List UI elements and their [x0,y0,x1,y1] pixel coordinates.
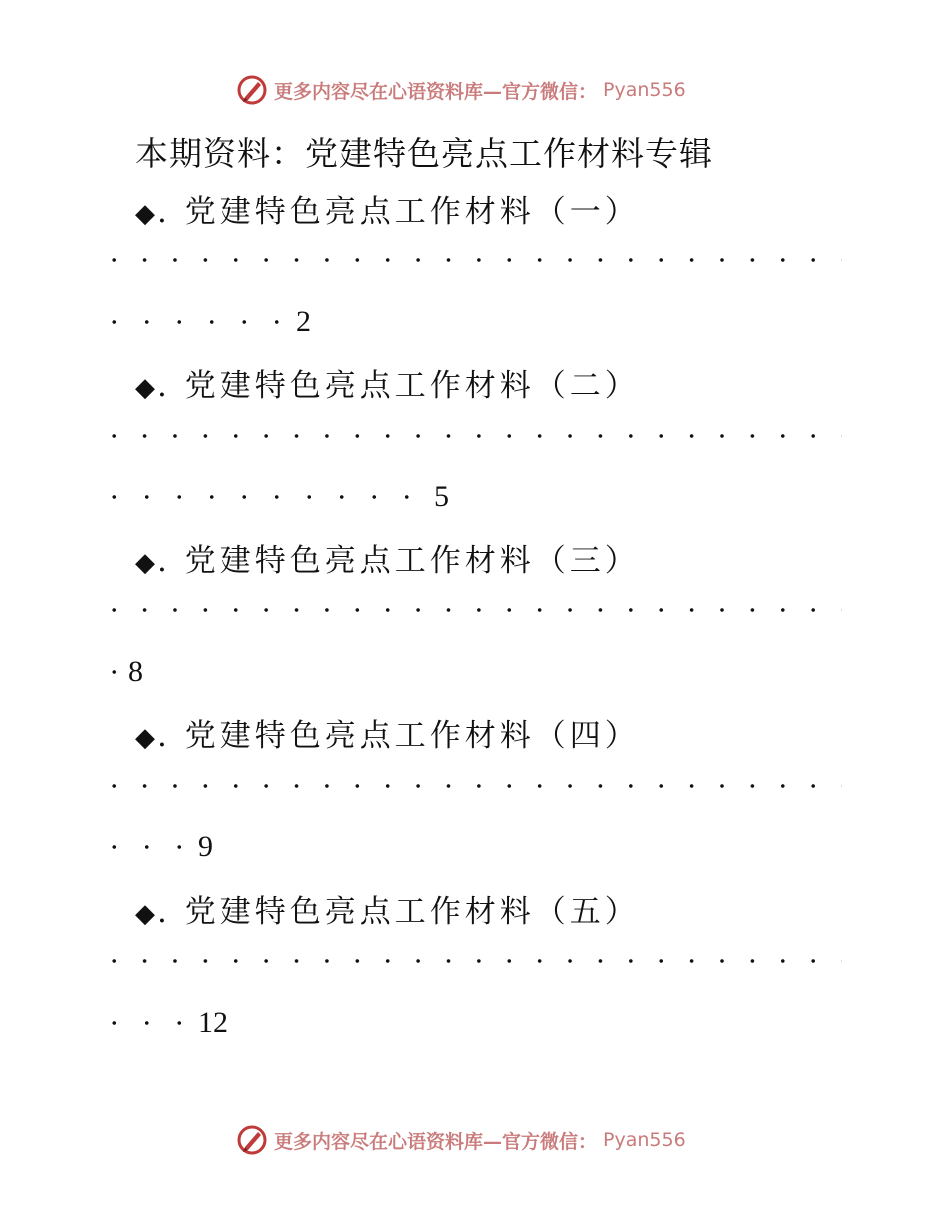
toc-leader-dots [112,959,842,963]
toc-leader-dots [112,670,124,674]
toc-page-number: 8 [128,655,143,688]
toc-entry-title[interactable] [135,186,640,231]
diamond-bullet-icon: ◆ [135,723,155,753]
toc-leader-tail [112,302,311,342]
toc-leader-dots [112,608,842,612]
diamond-bullet-icon: ◆ [135,899,155,929]
toc-leader-dots [112,495,430,499]
toc-page-number: 12 [198,1006,228,1039]
toc-leader-tail [112,477,449,517]
toc-entry-title[interactable] [135,710,640,755]
toc-leader-dots [112,1021,194,1025]
watermark-text: 更多内容尽在心语资料库—官方微信： [274,80,598,103]
toc-entry-title[interactable] [135,535,640,580]
watermark-wechat-id: Pyan556 [603,1129,686,1151]
page-title: 本期资料：党建特色亮点工作材料专辑 [135,134,713,173]
diamond-bullet-icon: ◆ [135,373,155,403]
toc-leader-tail [112,827,213,867]
watermark-wechat-id: Pyan556 [603,79,686,101]
watermark-text: 更多内容尽在心语资料库—官方微信： [274,1130,598,1153]
toc-page-number: 5 [434,480,449,513]
toc-page-number: 2 [296,305,311,338]
toc-leader-dots [112,258,842,262]
toc-page-number: 9 [198,830,213,863]
toc-leader-dots [112,784,842,788]
toc-leader-tail [112,1003,228,1043]
diamond-bullet-icon: ◆ [135,548,155,578]
watermark-banner-top [236,72,686,108]
toc-entry-title[interactable] [135,360,640,405]
pen-logo-icon [236,74,268,106]
toc-leader-dots [112,434,842,438]
toc-leader-dots [112,845,194,849]
pen-logo-icon [236,1124,268,1156]
toc-entry-label: . 党建特色亮点工作材料（一） [157,194,640,230]
diamond-bullet-icon: ◆ [135,199,155,229]
toc-entry-label: . 党建特色亮点工作材料（五） [157,894,640,930]
toc-entry-title[interactable] [135,886,640,931]
toc-entry-label: . 党建特色亮点工作材料（二） [157,368,640,404]
toc-entry-label: . 党建特色亮点工作材料（四） [157,718,640,754]
toc-entry-label: . 党建特色亮点工作材料（三） [157,543,640,579]
toc-leader-dots [112,320,292,324]
watermark-banner-bottom [236,1122,686,1158]
toc-leader-tail [112,652,143,692]
